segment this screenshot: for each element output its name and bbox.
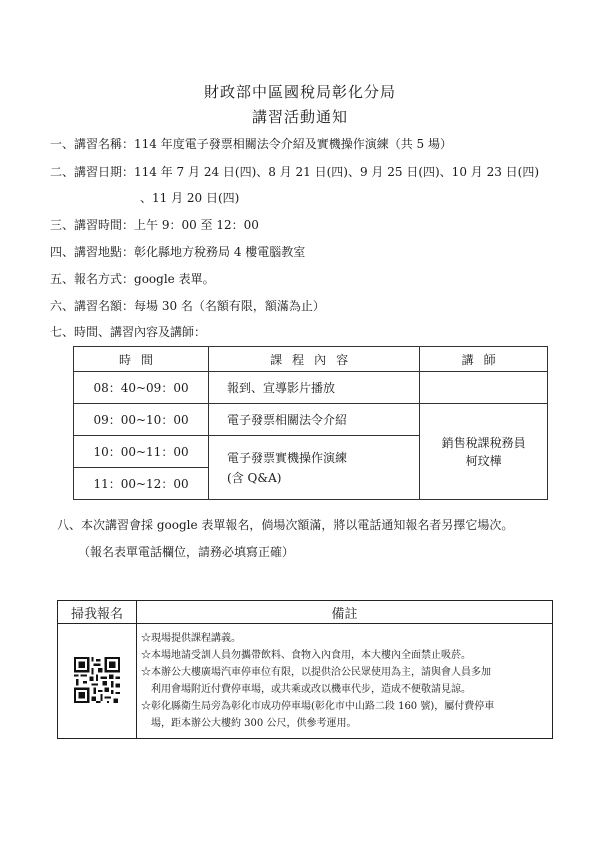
schedule-header-row bbox=[74, 347, 548, 372]
qr-header: 掃我報名 bbox=[58, 601, 137, 624]
item-registration-method bbox=[50, 270, 215, 287]
table-row bbox=[74, 404, 548, 436]
note-item: ☆本場地請受訓人員勿攜帶飲料、食物入內食用，本大樓內全面禁止吸菸。 bbox=[141, 650, 471, 661]
item-text: 114 年 7 月 24 日(四)、8 月 21 日(四)、9 月 25 日(四)、10 月 23 日(四) bbox=[134, 165, 540, 179]
time-cell: 08：40~09：00 bbox=[74, 372, 209, 404]
note-item: ☆現場提供課程講義。 bbox=[141, 633, 241, 644]
header-content: 課程內容 bbox=[209, 347, 420, 372]
item-label: 六、講習名額： bbox=[50, 299, 135, 313]
time-cell: 11：00~12：00 bbox=[74, 468, 209, 500]
note-item: 場，距本辦公大樓約 300 公尺，供參考運用。 bbox=[141, 718, 357, 729]
remarks-table bbox=[57, 600, 553, 739]
content-line: 電子發票實機操作演練 bbox=[227, 450, 348, 465]
item-label: 四、講習地點： bbox=[50, 245, 135, 259]
notes-header: 備註 bbox=[137, 601, 553, 624]
notes-cell bbox=[137, 624, 553, 739]
schedule-table bbox=[73, 346, 548, 500]
qr-cell bbox=[58, 624, 137, 739]
item-label: 五、報名方式： bbox=[50, 272, 135, 286]
lecturer-cell-empty bbox=[420, 372, 548, 404]
qr-code-icon[interactable] bbox=[74, 657, 120, 703]
notice-subline: （報名表單電話欄位，請務必填寫正確） bbox=[78, 545, 295, 559]
item-course-location bbox=[50, 243, 305, 260]
lecturer-title: 銷售稅課稅務員 bbox=[441, 435, 526, 450]
item-course-dates-cont: 、11 月 20 日(四) bbox=[140, 191, 240, 205]
organization-title: 財政部中區國稅局彰化分局 bbox=[203, 83, 396, 101]
time-cell: 10：00~11：00 bbox=[74, 436, 209, 468]
content-cell: 報到、宣導影片播放 bbox=[209, 372, 420, 404]
item-label: 三、講習時間： bbox=[50, 218, 135, 232]
item-label: 一、講習名稱： bbox=[50, 137, 135, 151]
note-item: ☆本辦公大樓廣場汽車停車位有限，以提供洽公民眾使用為主，請與會人員多加 bbox=[141, 667, 491, 678]
remarks-body-row bbox=[58, 624, 553, 739]
item-label: 七、時間、講習內容及講師： bbox=[50, 325, 207, 339]
table-row bbox=[74, 372, 548, 404]
lecturer-cell bbox=[420, 404, 548, 500]
lecturer-name: 柯玟樺 bbox=[465, 453, 502, 468]
header-time: 時間 bbox=[74, 347, 209, 372]
item-label: 二、講習日期： bbox=[50, 165, 135, 179]
item-text: 每場 30 名（名額有限，額滿為止） bbox=[134, 299, 325, 313]
item-text: 上午 9：00 至 12：00 bbox=[134, 218, 259, 232]
item-text: 114 年度電子發票相關法令介紹及實機操作演練（共 5 場） bbox=[134, 137, 453, 151]
item-course-time bbox=[50, 216, 259, 233]
notice-line: 八、本次講習會採 google 表單報名，倘場次額滿，將以電話通知報名者另擇它場次。 bbox=[57, 518, 514, 532]
remarks-header-row bbox=[58, 601, 553, 624]
content-cell bbox=[209, 436, 420, 500]
document-title: 講習活動通知 bbox=[251, 108, 348, 126]
item-schedule-heading bbox=[50, 323, 206, 340]
content-line: (含 Q&A) bbox=[227, 470, 282, 485]
content-cell: 電子發票相關法令介紹 bbox=[209, 404, 420, 436]
item-capacity bbox=[50, 297, 325, 314]
time-cell: 09：00~10：00 bbox=[74, 404, 209, 436]
item-text: 彰化縣地方稅務局 4 樓電腦教室 bbox=[134, 245, 306, 259]
note-item: 利用會場附近付費停車場，或共乘或改以機車代步，造成不便敬請見諒。 bbox=[141, 684, 471, 695]
item-text: google 表單。 bbox=[134, 272, 215, 286]
item-course-dates bbox=[50, 163, 539, 180]
note-item: ☆彰化縣衛生局旁為彰化市成功停車場(彰化市中山路二段 160 號)，屬付費停車 bbox=[141, 701, 495, 712]
header-lecturer: 講師 bbox=[420, 347, 548, 372]
item-course-name bbox=[50, 135, 452, 152]
